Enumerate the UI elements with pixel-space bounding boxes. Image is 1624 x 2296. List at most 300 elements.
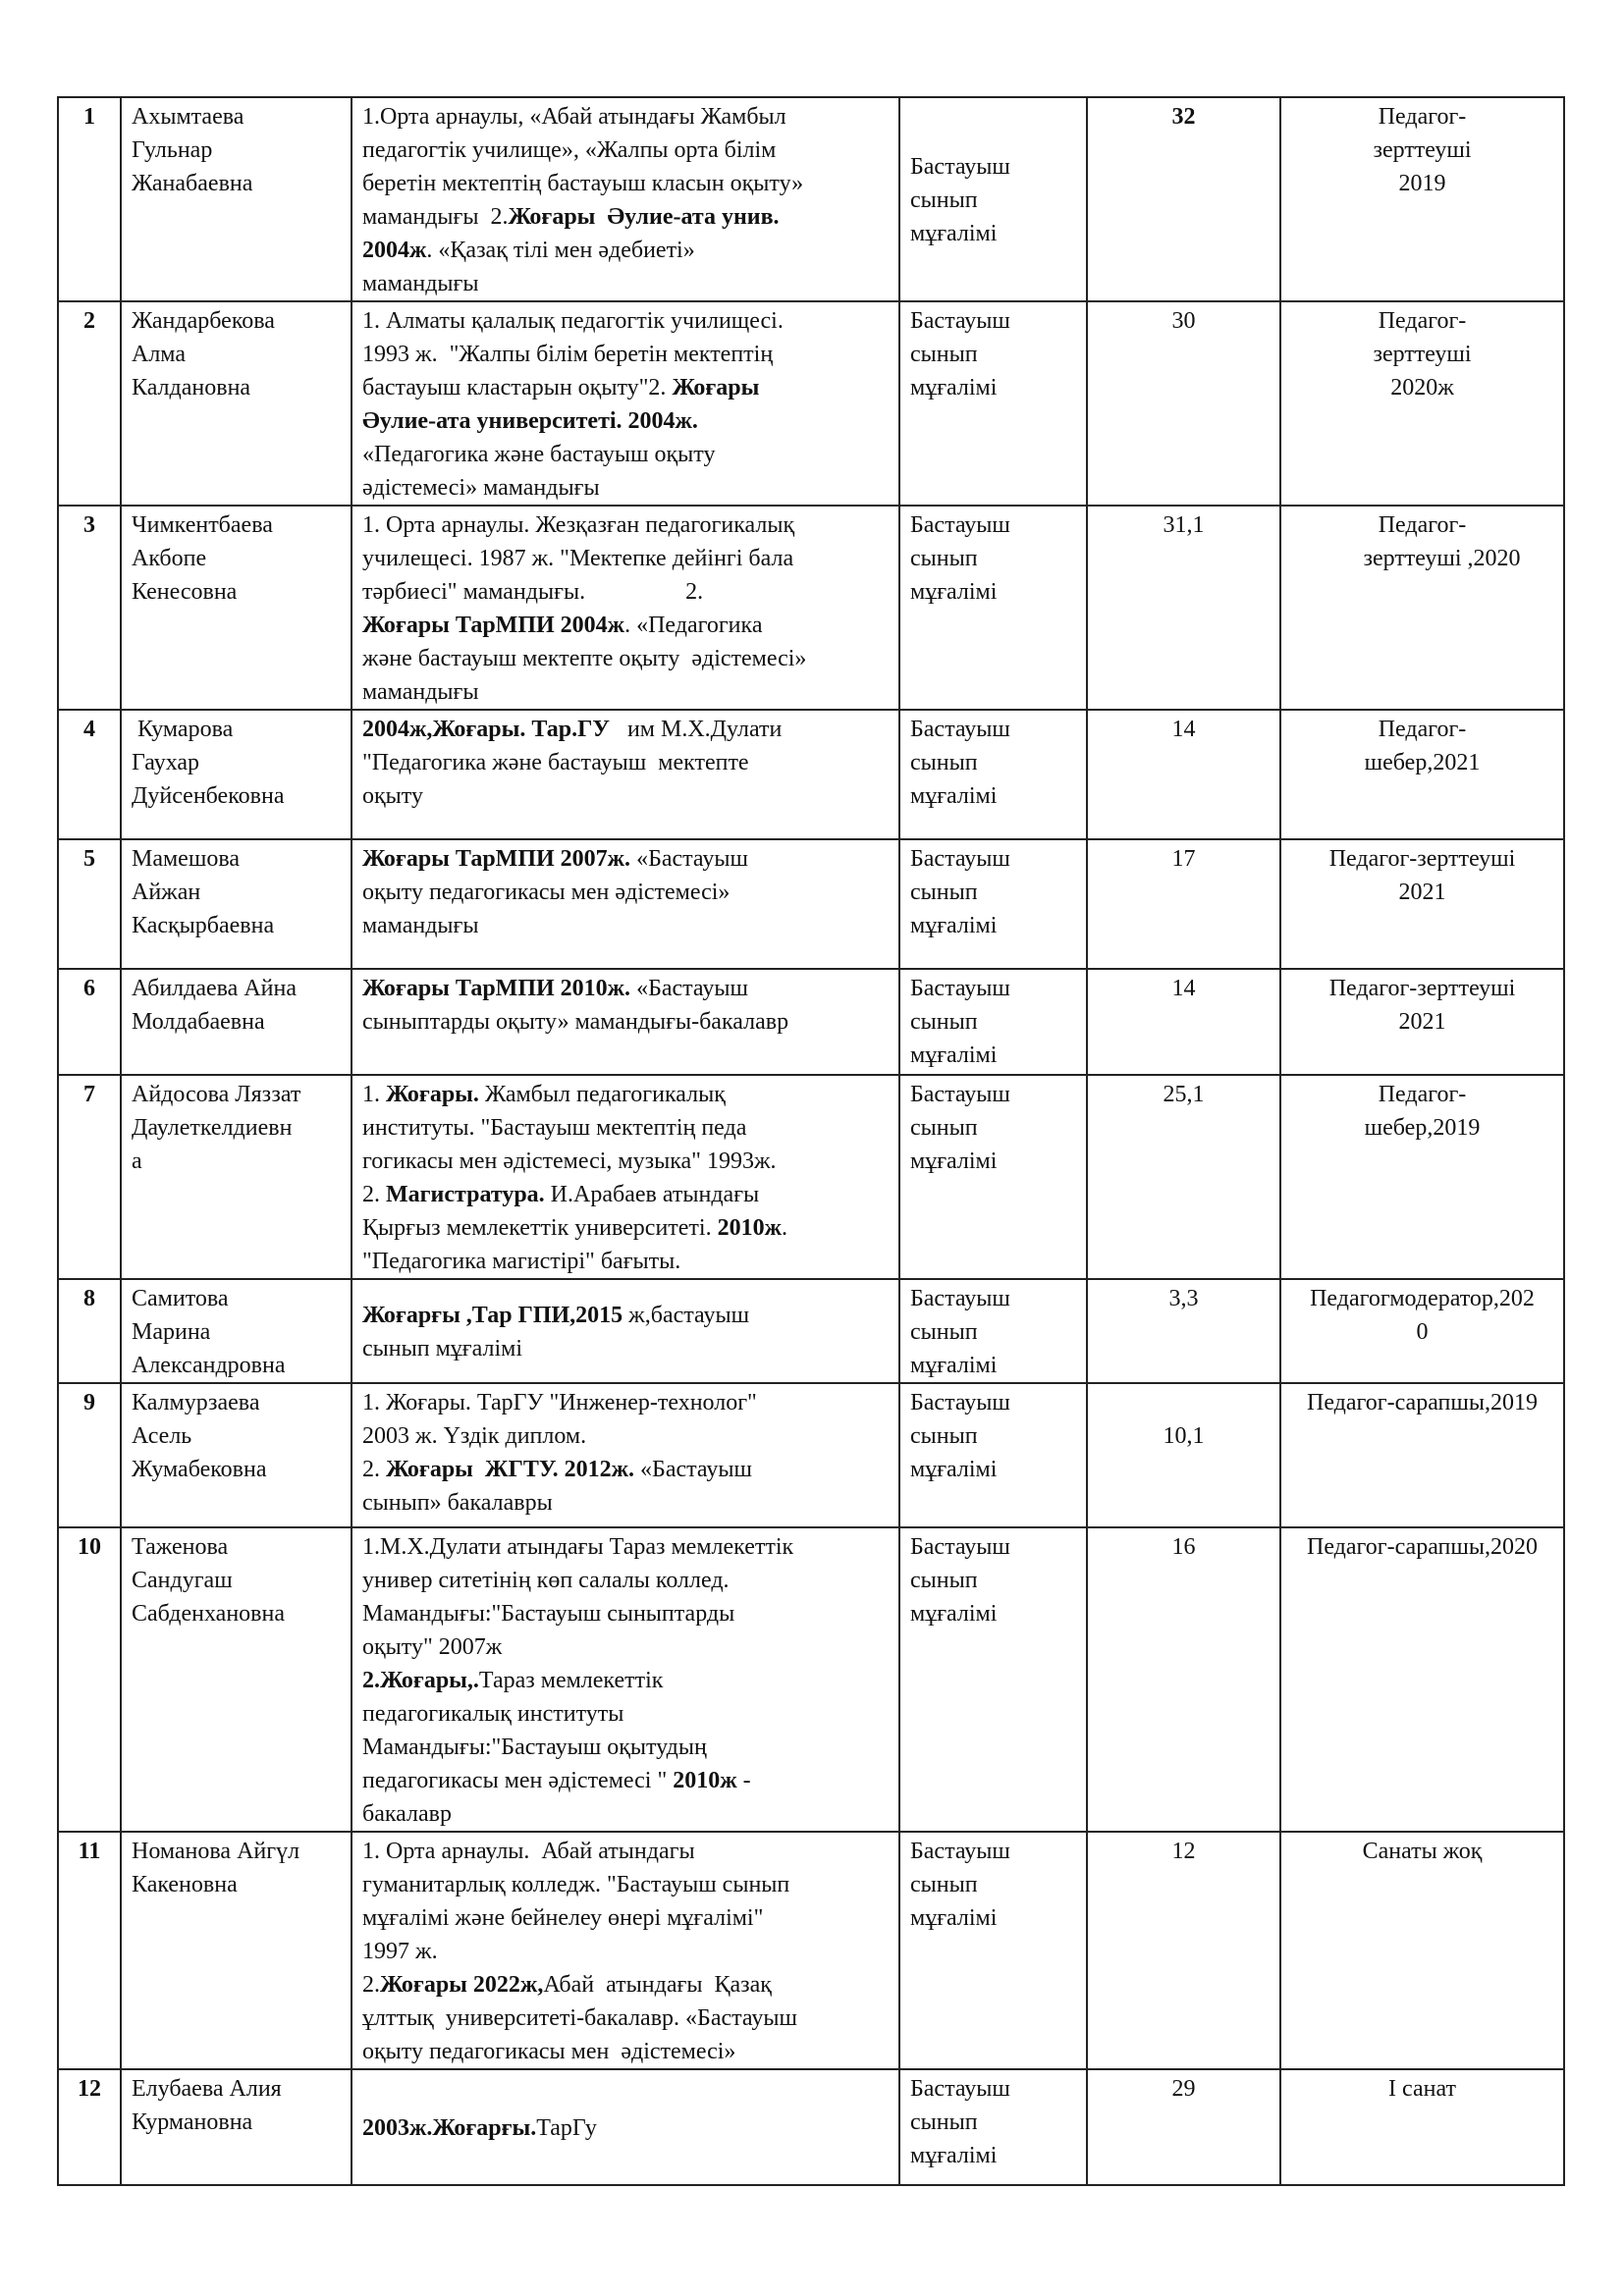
education-line xyxy=(362,1332,889,1365)
education-line xyxy=(362,1968,889,2002)
teacher-name-line: а xyxy=(132,1148,142,1174)
education-text: сынып» бакалавры xyxy=(362,1490,553,1516)
row-number: 9 xyxy=(58,1383,121,1527)
education-text: ұлттық университеті-бакалавр. «Бастауыш xyxy=(362,2005,797,2031)
education-text: 2. xyxy=(362,1182,386,1207)
position-line: сынып xyxy=(910,1423,978,1449)
education-bold-text: Жоғары 2022ж, xyxy=(380,1972,544,1998)
education-info xyxy=(352,1279,899,1383)
education-line xyxy=(362,1630,889,1664)
position xyxy=(899,1527,1087,1832)
position-line: сынып xyxy=(910,880,978,905)
qualification-category xyxy=(1280,1832,1564,2069)
position-line: мұғалімі xyxy=(910,2143,998,2168)
row-number: 7 xyxy=(58,1075,121,1279)
education-text: И.Арабаев атындағы xyxy=(544,1182,760,1207)
education-line xyxy=(362,404,889,438)
education-line xyxy=(362,1245,889,1278)
education-text: универ ситетінің көп салалы коллед. xyxy=(362,1568,730,1593)
teacher-name-line: Жандарбекова xyxy=(132,308,275,334)
education-text: тәрбиесі" мамандығы. 2. xyxy=(362,579,704,605)
education-line xyxy=(362,2035,889,2068)
education-text: "Педагогика және бастауыш мектепте xyxy=(362,750,749,775)
teacher-name-line: Калмурзаева xyxy=(132,1390,260,1415)
education-text: 1. Орта арнаулы. Жезқазған педагогикалық xyxy=(362,512,795,538)
education-text: мамандығы 2. xyxy=(362,204,509,230)
category-line: Педагогмодератор,202 xyxy=(1310,1286,1535,1311)
teacher-name-line: Ахымтаева xyxy=(132,104,244,130)
experience-years: 31,1 xyxy=(1087,506,1280,710)
table-row xyxy=(58,969,1564,1075)
education-text: . «Педагогика xyxy=(624,613,763,638)
table-row xyxy=(58,1832,1564,2069)
education-bold-text: Жоғары ТарМПИ 2010ж. xyxy=(362,976,631,1001)
education-line xyxy=(362,642,889,675)
position-line: Бастауыш xyxy=(910,308,1010,334)
education-text: ТарГу xyxy=(536,2115,597,2141)
row-number: 2 xyxy=(58,301,121,506)
education-bold-text: 2.Жоғары,. xyxy=(362,1668,479,1693)
education-line xyxy=(362,1797,889,1831)
position-line: сынып xyxy=(910,2109,978,2135)
education-text: оқыту xyxy=(362,783,423,809)
education-bold-text: Жоғары ТарМПИ 2004ж xyxy=(362,613,625,638)
education-line xyxy=(362,1530,889,1564)
education-text: «Бастауыш xyxy=(630,976,748,1001)
position xyxy=(899,1832,1087,2069)
education-line xyxy=(362,1419,889,1453)
education-text: "Педагогика магистірі" бағыты. xyxy=(362,1249,681,1274)
experience-years: 3,3 xyxy=(1087,1279,1280,1383)
teacher-name-line: Алма xyxy=(132,342,186,367)
position-line: мұғалімі xyxy=(910,1353,998,1378)
position xyxy=(899,710,1087,839)
row-number: 6 xyxy=(58,969,121,1075)
row-number: 12 xyxy=(58,2069,121,2185)
education-line xyxy=(362,909,889,942)
category-line: шебер,2019 xyxy=(1364,1115,1481,1141)
experience-years: 12 xyxy=(1087,1832,1280,2069)
education-line xyxy=(362,438,889,471)
category-line: 0 xyxy=(1416,1319,1429,1345)
teacher-name xyxy=(121,1075,352,1279)
education-text: 1993 ж. "Жалпы білім беретін мектептің xyxy=(362,342,774,367)
position-line: мұғалімі xyxy=(910,221,998,246)
education-text: 1. xyxy=(362,1082,386,1107)
education-line xyxy=(362,1005,889,1039)
education-line xyxy=(362,2111,889,2145)
education-bold-text: Жоғары. xyxy=(386,1082,479,1107)
education-line xyxy=(362,1764,889,1797)
education-text: әдістемесі» мамандығы xyxy=(362,475,600,501)
teacher-name-line: Кумарова xyxy=(132,717,234,742)
position-line: мұғалімі xyxy=(910,1148,998,1174)
position xyxy=(899,506,1087,710)
row-number: 4 xyxy=(58,710,121,839)
education-text: мамандығы xyxy=(362,679,479,705)
teacher-name-line: Какеновна xyxy=(132,1872,238,1897)
teacher-name-line: Елубаева Алия xyxy=(132,2076,282,2102)
education-text: педагогтік училище», «Жалпы орта білім xyxy=(362,137,777,163)
education-line xyxy=(362,1564,889,1597)
education-line xyxy=(362,508,889,542)
education-text: «Бастауыш xyxy=(630,846,748,872)
category-line: Педагог- xyxy=(1378,308,1467,334)
table-row xyxy=(58,1279,1564,1383)
education-info xyxy=(352,301,899,506)
position-line: Бастауыш xyxy=(910,846,1010,872)
education-text: институты. "Бастауыш мектептің педа xyxy=(362,1115,747,1141)
education-text: 1. Орта арнаулы. Абай атындагы xyxy=(362,1839,695,1864)
education-text: им М.Х.Дулати xyxy=(609,717,783,742)
education-line xyxy=(362,609,889,642)
staff-table-body xyxy=(58,97,1564,2185)
position-line: мұғалімі xyxy=(910,1601,998,1627)
teacher-name-line: Молдабаевна xyxy=(132,1009,265,1035)
education-bold-text: Жоғары xyxy=(672,375,760,400)
teacher-name-line: Курмановна xyxy=(132,2109,253,2135)
education-text: . «Қазақ тілі мен әдебиеті» xyxy=(426,238,695,263)
teacher-name-line: Гаухар xyxy=(132,750,200,775)
experience-years: 30 xyxy=(1087,301,1280,506)
teacher-name xyxy=(121,1383,352,1527)
qualification-category xyxy=(1280,710,1564,839)
teacher-name-line: Таженова xyxy=(132,1534,229,1560)
experience-years: 16 xyxy=(1087,1527,1280,1832)
education-text: оқыту педагогикасы мен әдістемесі» xyxy=(362,2039,736,2064)
education-line xyxy=(362,1697,889,1731)
education-line xyxy=(362,972,889,1005)
experience-years: 14 xyxy=(1087,969,1280,1075)
position-line: мұғалімі xyxy=(910,375,998,400)
education-text: сыныптарды оқыту» мамандығы-бакалавр xyxy=(362,1009,789,1035)
teacher-name xyxy=(121,1527,352,1832)
experience-years: 32 xyxy=(1087,97,1280,301)
position-line: сынып xyxy=(910,1319,978,1345)
education-info xyxy=(352,2069,899,2185)
category-line: Педагог- xyxy=(1378,1082,1467,1107)
position xyxy=(899,301,1087,506)
position-line: сынып xyxy=(910,342,978,367)
education-text: гуманитарлық колледж. "Бастауыш сынып xyxy=(362,1872,790,1897)
qualification-category xyxy=(1280,97,1564,301)
education-line xyxy=(362,1111,889,1145)
qualification-category xyxy=(1280,506,1564,710)
education-text: Қырғыз мемлекеттік университеті. xyxy=(362,1215,718,1241)
position-line: Бастауыш xyxy=(910,512,1010,538)
position-line: Бастауыш xyxy=(910,1839,1010,1864)
position-line: Бастауыш xyxy=(910,976,1010,1001)
education-bold-text: Жоғарғы ,Тар ГПИ,2015 xyxy=(362,1303,623,1328)
education-line xyxy=(362,542,889,575)
teacher-name-line: Александровна xyxy=(132,1353,286,1378)
education-bold-text: Жоғары ТарМПИ 2007ж. xyxy=(362,846,631,872)
position-line: Бастауыш xyxy=(910,717,1010,742)
education-text: оқыту педагогикасы мен әдістемесі» xyxy=(362,880,731,905)
education-text: бастауыш кластарын оқыту"2. xyxy=(362,375,673,400)
education-text: «Бастауыш xyxy=(634,1457,752,1482)
row-number: 1 xyxy=(58,97,121,301)
teacher-name-line: Жанабаевна xyxy=(132,171,253,196)
position-line: сынып xyxy=(910,1568,978,1593)
position-line: сынып xyxy=(910,187,978,213)
qualification-category xyxy=(1280,969,1564,1075)
category-line: 2021 xyxy=(1398,880,1446,905)
education-line xyxy=(362,234,889,267)
staff-table xyxy=(57,96,1565,2186)
education-bold-text: Әулие-ата университеті. 2004ж. xyxy=(362,408,698,434)
row-number: 5 xyxy=(58,839,121,969)
position-line: Бастауыш xyxy=(910,1286,1010,1311)
teacher-name xyxy=(121,1279,352,1383)
education-line xyxy=(362,371,889,404)
position-line: сынып xyxy=(910,750,978,775)
category-line: Педагог- xyxy=(1378,512,1467,538)
position-line: сынып xyxy=(910,1009,978,1035)
education-line xyxy=(362,1078,889,1111)
position-line: мұғалімі xyxy=(910,783,998,809)
education-text: ж,бастауыш xyxy=(623,1303,750,1328)
category-line: Педагог-сарапшы,2019 xyxy=(1307,1390,1538,1415)
education-line xyxy=(362,200,889,234)
education-info xyxy=(352,969,899,1075)
education-text: . xyxy=(782,1215,787,1241)
education-line xyxy=(362,167,889,200)
education-text: училещесі. 1987 ж. "Мектепке дейінгі бала xyxy=(362,546,794,571)
education-info xyxy=(352,506,899,710)
category-line: зерттеуші xyxy=(1373,342,1472,367)
education-text: педагогикасы мен әдістемесі " xyxy=(362,1768,674,1793)
education-text: Мамандығы:"Бастауыш сыныптарды xyxy=(362,1601,735,1627)
teacher-name xyxy=(121,506,352,710)
education-bold-text: Жоғары Әулие-ата унив. xyxy=(508,204,780,230)
position xyxy=(899,839,1087,969)
row-number: 3 xyxy=(58,506,121,710)
education-line xyxy=(362,100,889,133)
education-bold-text: 2004ж,Жоғары. Тар.ГУ xyxy=(362,717,610,742)
category-line: Педагог-зерттеуші xyxy=(1328,976,1516,1001)
teacher-name xyxy=(121,97,352,301)
education-text: мамандығы xyxy=(362,913,479,938)
qualification-category xyxy=(1280,2069,1564,2185)
education-text: 2. xyxy=(362,1972,380,1998)
position-line: мұғалімі xyxy=(910,1457,998,1482)
education-text: мұғалімі және бейнелеу өнері мұғалімі" xyxy=(362,1905,764,1931)
qualification-category xyxy=(1280,1383,1564,1527)
category-line: Педагог-зерттеуші xyxy=(1328,846,1516,872)
experience-years: 25,1 xyxy=(1087,1075,1280,1279)
position xyxy=(899,1075,1087,1279)
category-line: 2021 xyxy=(1398,1009,1446,1035)
position-line: Бастауыш xyxy=(910,1390,1010,1415)
qualification-category xyxy=(1280,301,1564,506)
education-line xyxy=(362,1453,889,1486)
qualification-category xyxy=(1280,839,1564,969)
category-line: 2020ж xyxy=(1390,375,1454,400)
teacher-name-line: Абилдаева Айна xyxy=(132,976,297,1001)
teacher-name-line: Чимкентбаева xyxy=(132,512,273,538)
experience-years: 10,1 xyxy=(1087,1383,1280,1527)
experience-years: 17 xyxy=(1087,839,1280,969)
education-text: 1997 ж. xyxy=(362,1939,438,1964)
education-text: Абай атындағы Қазақ xyxy=(543,1972,772,1998)
education-info xyxy=(352,1075,899,1279)
position xyxy=(899,969,1087,1075)
education-text: және бастауыш мектепте оқыту әдістемесі» xyxy=(362,646,807,671)
teacher-name-line: Сандугаш xyxy=(132,1568,233,1593)
education-info xyxy=(352,1832,899,2069)
qualification-category xyxy=(1280,1527,1564,1832)
education-text: педагогикалық институты xyxy=(362,1701,624,1727)
education-line xyxy=(362,267,889,300)
education-line xyxy=(362,675,889,709)
education-line xyxy=(362,1901,889,1935)
education-text: 2003 ж. Үздік диплом. xyxy=(362,1423,587,1449)
category-line: Педагог- xyxy=(1378,104,1467,130)
education-line xyxy=(362,304,889,338)
teacher-name-line: Айжан xyxy=(132,880,201,905)
education-text: 2. xyxy=(362,1457,386,1482)
position-line: сынып xyxy=(910,1872,978,1897)
table-row xyxy=(58,1383,1564,1527)
education-line xyxy=(362,1178,889,1211)
education-text: бакалавр xyxy=(362,1801,452,1827)
education-text: - xyxy=(736,1768,751,1793)
education-line xyxy=(362,746,889,779)
teacher-name xyxy=(121,1832,352,2069)
education-text: 1. Алматы қалалық педагогтік училищесі. xyxy=(362,308,784,334)
education-bold-text: 2004ж xyxy=(362,238,427,263)
position-line: сынып xyxy=(910,546,978,571)
experience-years: 29 xyxy=(1087,2069,1280,2185)
teacher-name-line: Гульнар xyxy=(132,137,213,163)
position-line: Бастауыш xyxy=(910,154,1010,180)
qualification-category xyxy=(1280,1279,1564,1383)
education-info xyxy=(352,1383,899,1527)
education-bold-text: Жоғары ЖГТУ. 2012ж. xyxy=(386,1457,635,1482)
row-number: 11 xyxy=(58,1832,121,2069)
education-text: беретін мектептің бастауыш класын оқыту» xyxy=(362,171,804,196)
teacher-name-line: Самитова xyxy=(132,1286,229,1311)
education-text: сынып мұғалімі xyxy=(362,1336,522,1362)
teacher-name xyxy=(121,710,352,839)
education-line xyxy=(362,842,889,876)
position xyxy=(899,1383,1087,1527)
table-row xyxy=(58,97,1564,301)
teacher-name xyxy=(121,969,352,1075)
education-text: Мамандығы:"Бастауыш оқытудың xyxy=(362,1735,707,1760)
education-line xyxy=(362,713,889,746)
education-line xyxy=(362,1486,889,1520)
education-line xyxy=(362,133,889,167)
row-number: 10 xyxy=(58,1527,121,1832)
qualification-category xyxy=(1280,1075,1564,1279)
education-line xyxy=(362,1935,889,1968)
table-row xyxy=(58,301,1564,506)
category-line: шебер,2021 xyxy=(1364,750,1481,775)
table-row xyxy=(58,710,1564,839)
category-line: I санат xyxy=(1388,2076,1456,2102)
education-info xyxy=(352,97,899,301)
education-bold-text: 2010ж xyxy=(717,1215,782,1241)
teacher-name xyxy=(121,301,352,506)
position xyxy=(899,2069,1087,2185)
education-text: 1.Орта арнаулы, «Абай атындағы Жамбыл xyxy=(362,104,786,130)
education-text: Жамбыл педагогикалық xyxy=(478,1082,726,1107)
teacher-name-line: Калдановна xyxy=(132,375,251,400)
education-line xyxy=(362,575,889,609)
education-text: гогикасы мен әдістемесі, музыка" 1993ж. xyxy=(362,1148,777,1174)
education-line xyxy=(362,779,889,813)
education-text: Тараз мемлекеттік xyxy=(478,1668,664,1693)
position-line: мұғалімі xyxy=(910,1905,998,1931)
education-text: 1. Жоғары. ТарГУ "Инженер-технолог" xyxy=(362,1390,757,1415)
education-line xyxy=(362,876,889,909)
category-line: Педагог-сарапшы,2020 xyxy=(1307,1534,1538,1560)
table-row xyxy=(58,1527,1564,1832)
teacher-name-line: Дуйсенбековна xyxy=(132,783,285,809)
education-text: 1.М.Х.Дулати атындағы Тараз мемлекеттік xyxy=(362,1534,794,1560)
position-line: мұғалімі xyxy=(910,579,998,605)
education-line xyxy=(362,1664,889,1697)
position-line: мұғалімі xyxy=(910,1042,998,1068)
position-line: Бастауыш xyxy=(910,2076,1010,2102)
education-text: «Педагогика және бастауыш оқыту xyxy=(362,442,716,467)
education-line xyxy=(362,1835,889,1868)
position xyxy=(899,97,1087,301)
education-info xyxy=(352,839,899,969)
position xyxy=(899,1279,1087,1383)
teacher-name-line: Айдосова Ляззат xyxy=(132,1082,301,1107)
education-bold-text: Магистратура. xyxy=(386,1182,545,1207)
experience-years: 14 xyxy=(1087,710,1280,839)
teacher-name-line: Мамешова xyxy=(132,846,240,872)
table-row xyxy=(58,1075,1564,1279)
education-line xyxy=(362,338,889,371)
position-line: мұғалімі xyxy=(910,913,998,938)
education-bold-text: 2003ж.Жоғарғы. xyxy=(362,2115,537,2141)
teacher-name-line: Акбопе xyxy=(132,546,207,571)
teacher-name-line: Асель xyxy=(132,1423,192,1449)
category-line: 2019 xyxy=(1398,171,1446,196)
teacher-name-line: Сабденхановна xyxy=(132,1601,285,1627)
education-line xyxy=(362,1299,889,1332)
education-line xyxy=(362,2002,889,2035)
teacher-name xyxy=(121,839,352,969)
education-info xyxy=(352,710,899,839)
education-line xyxy=(362,1211,889,1245)
teacher-name-line: Жумабековна xyxy=(132,1457,267,1482)
category-line: зерттеуші xyxy=(1373,137,1472,163)
teacher-name xyxy=(121,2069,352,2185)
position-line: сынып xyxy=(910,1115,978,1141)
teacher-name-line: Марина xyxy=(132,1319,211,1345)
education-line xyxy=(362,1868,889,1901)
row-number: 8 xyxy=(58,1279,121,1383)
position-line: Бастауыш xyxy=(910,1082,1010,1107)
teacher-name-line: Номанова Айгүл xyxy=(132,1839,300,1864)
teacher-name-line: Кенесовна xyxy=(132,579,238,605)
position-line: Бастауыш xyxy=(910,1534,1010,1560)
teacher-name-line: Касқырбаевна xyxy=(132,913,275,938)
category-line: Санаты жоқ xyxy=(1362,1839,1483,1864)
category-line: Педагог- xyxy=(1378,717,1467,742)
education-info xyxy=(352,1527,899,1832)
teacher-name-line: Даулеткелдиевн xyxy=(132,1115,293,1141)
education-line xyxy=(362,1386,889,1419)
education-text: оқыту" 2007ж xyxy=(362,1634,503,1660)
education-text: мамандығы xyxy=(362,271,479,296)
